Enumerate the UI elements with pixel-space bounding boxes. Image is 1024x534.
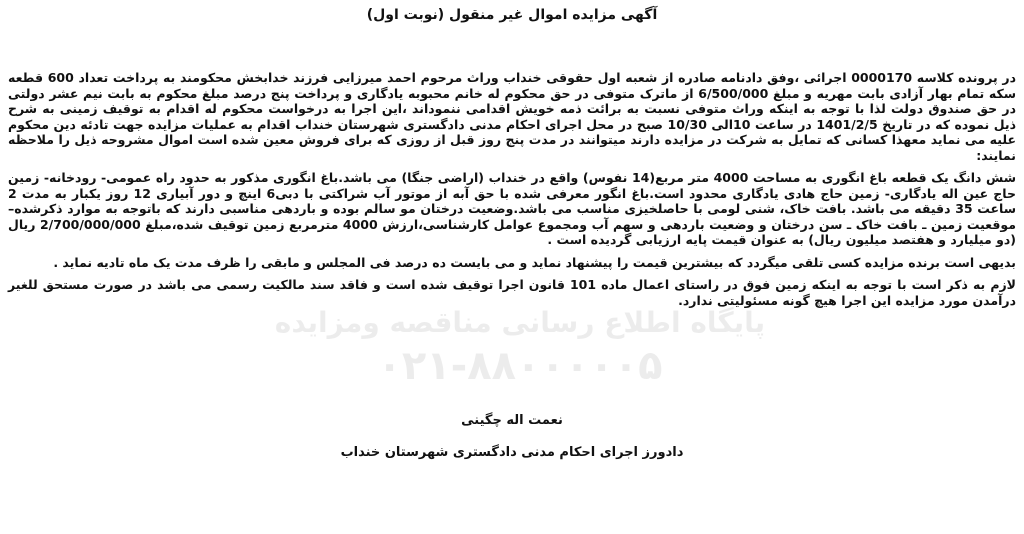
signer-role: دادورز اجرای احکام مدنی دادگستری شهرستان خنداب <box>340 445 684 460</box>
paragraph-disclaimer: لازم به ذکر است با توجه به اینکه زمین فوق در راستای اعمال ماده 101 قانون اجرا توقیف شده است و فاقد سند مالکیت رسمی می باشد در صورت مستحق للغیر درآمدن مورد مزایده این اجرا هیچ گونه مسئولیتی ندارد. <box>8 277 1016 308</box>
notice-title: آگهی مزایده اموال غیر منقول (نوبت اول) <box>366 7 658 23</box>
paragraph-winner-terms: بدیهی است برنده مزایده کسی تلقی میگردد که بیشترین قیمت را پیشنهاد نماید و می بایست ده درصد فی المجلس و مابقی را ظرف مدت یک ماه تادیه نماید . <box>53 254 1016 270</box>
watermark-phone: ۰۲۱-۸۸۰۰۰۰۰۵ <box>377 343 663 389</box>
paragraph-case-details: در پرونده کلاسه 0000170 اجرائی ،وفق دادنامه صادره از شعبه اول حقوقی خنداب وراث مرحوم احمد میرزایی فرزند خدابخش محکومند به پرداخت تعداد 600 قطعه سکه تمام بهار آزادی بابت مهریه و مبلغ 6/500/000 از ماترک متوفی در حق محکوم له خانم محبوبه یادگاری و پرداخت پنج درصد مبلغ محکوم به بابت نیم عشر دولتی در حق صندوق دولت لذا با توجه به اینکه وراث متوفی نسبت به برائت ذمه خویش اقدامی ننموداند ،این اجرا به درخواست محکوم له اقدام به توقیف زمینی به شرح ذیل نموده که در تاریخ 1401/2/5 در ساعت 10الی 10/30 صبح در محل اجرای احکام مدنی دادگستری شهرستان خنداب اقدام به عملیات مزایده جهت تادئه دین محکوم علیه می نماید معهذا کسانی که تمایل به شرکت در مزایده دارند میتوانند در مدت پنج روز قبل از روزی که برای فروش معین شده است اموال مشروحه ذیل را ملاحظه نمایند: <box>8 70 1017 163</box>
watermark-text: پایگاه اطلاع رسانی مناقصه ومزایده <box>274 306 766 339</box>
signer-name: نعمت اله چگینی <box>461 413 563 428</box>
notice-body <box>8 70 1016 315</box>
paragraph-property-description: شش دانگ یک قطعه باغ انگوری به مساحت 4000 متر مربع(14 نفوس) واقع در خنداب (اراضی جنگا) می باشد.باغ انگوری مذکور به حدود راه عمومی- رودخانه- زمین حاج عین اله یادگاری- زمین حاج هادی یادگاری محدود است.باغ انگور معرفی شده با حق آبه از موتور آب شراکتی با دبی6 اینچ و دور آبیاری 12 روز یکبار به مدت 2 ساعت 35 دقیقه می باشد. بافت خاک، شنی لومی با حاصلخیزی مناسب می باشد.وضعیت درختان مو سالم بوده و باردهی مناسبی دارند که باتوجه به موارد ذکرشده– موقعیت زمین ـ بافت خاک ـ سن درختان و وضعیت باردهی و سهم آب ومجموع عوامل کارشناسی،ارزش 4000 مترمربع زمین توقیف شده،مبلغ 2/700/000/000 ریال (دو میلیارد و هفتصد میلیون ریال) به عنوان قیمت پایه ارزیابی گردیده است . <box>8 170 1017 247</box>
signature-block <box>0 412 1024 462</box>
